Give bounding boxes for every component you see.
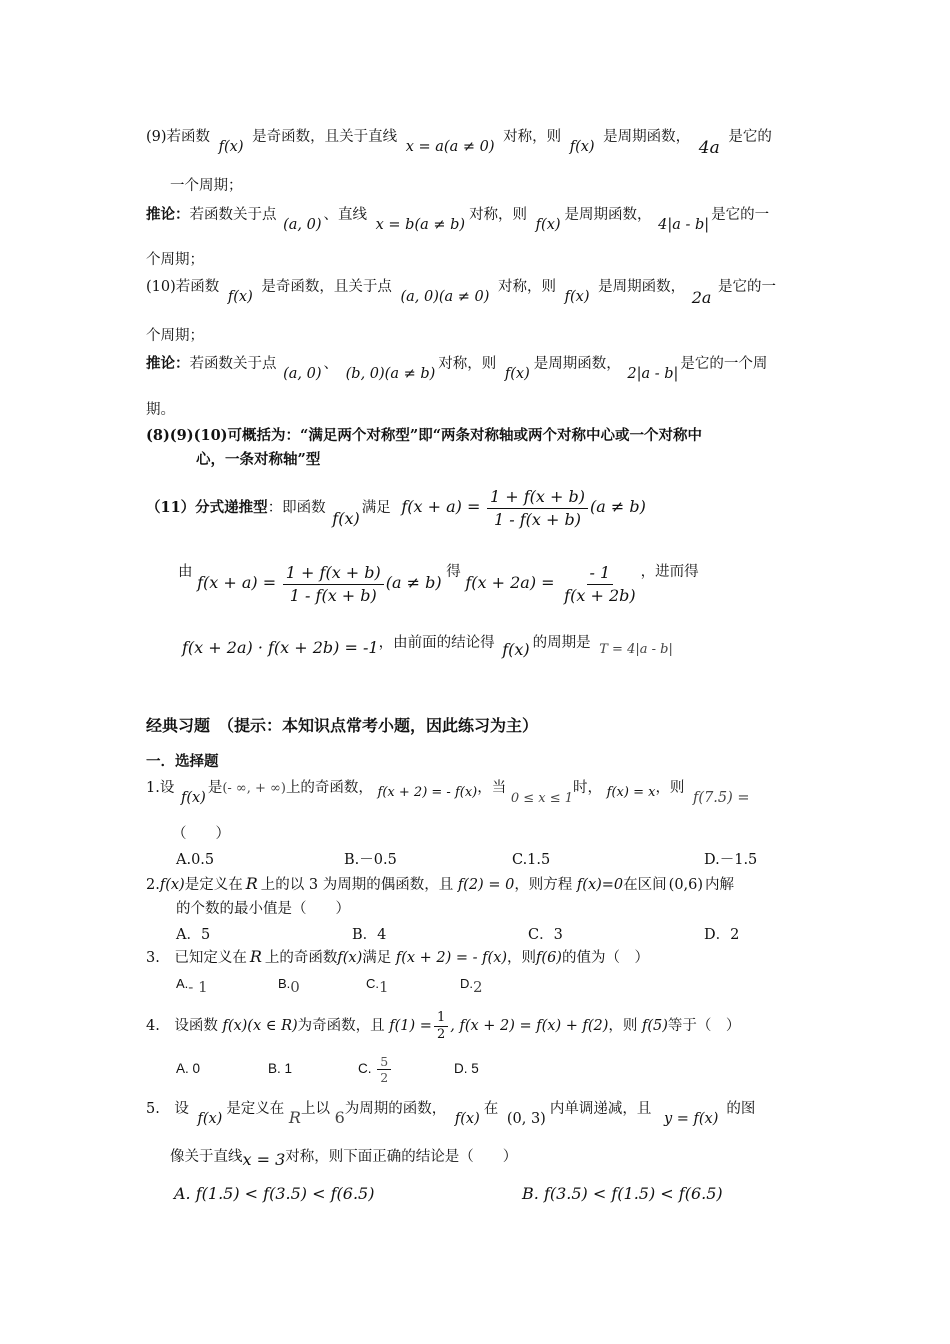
q1-text-e: 时，	[573, 780, 603, 796]
q2-text-c: 上的以 3 为周期的偶函数，且	[260, 877, 454, 893]
q1-paren: （ ）	[172, 826, 230, 842]
q4-text-a: 4. 设函数	[146, 1018, 218, 1034]
q3-option-c-label: C.	[366, 976, 379, 991]
q2-text-a: 2.	[146, 877, 160, 893]
section-part: 一．选择题	[146, 753, 219, 770]
c10-text-d: 是周期函数，	[533, 356, 621, 372]
q3-ask: f(6)	[536, 950, 562, 966]
q1-text-d: ，当	[477, 780, 507, 796]
q5-option-a[interactable]	[174, 1184, 374, 1204]
q2-eq: f(2) = 0	[457, 877, 515, 893]
p10-line2: 个周期；	[146, 328, 204, 344]
summary-line2: 心，一条对称轴”型	[196, 451, 321, 468]
c10-point1: (a, 0)	[283, 366, 322, 382]
q3-option-b-value: 0	[290, 978, 300, 996]
q5-line2-eq: x = 3	[242, 1150, 286, 1169]
p11-jin: ，进而得	[640, 564, 699, 580]
c9-text-c: 对称，则	[469, 207, 528, 223]
q3-option-a-value: - 1	[188, 978, 208, 996]
q1-option-a[interactable]: A.0.5	[176, 852, 215, 868]
p11-fraction	[487, 486, 588, 531]
q2-option-a[interactable]: A．5	[176, 927, 211, 943]
p9-text-c: 对称，则	[503, 129, 562, 145]
p10-text-d: 是周期函数，	[598, 279, 686, 295]
c10-text-b: 、	[323, 356, 339, 372]
q5-line2-b: 对称，则下面正确的结论是（ ）	[285, 1149, 518, 1165]
p11-numerator3: - 1	[587, 562, 614, 585]
p10-line1	[146, 276, 777, 307]
c10-text-c: 对称，则	[438, 356, 497, 372]
q2-interval: (0,6)	[668, 877, 704, 893]
c9-line2: 个周期；	[146, 252, 204, 268]
q2-eq2: f(x)=0	[576, 877, 624, 893]
c9-point: (a, 0)	[283, 217, 322, 233]
p10-fx: f(x)	[227, 289, 253, 305]
q3-fx: f(x)	[337, 950, 363, 966]
q2-line1	[146, 874, 734, 895]
q3-text-c: 满足	[362, 950, 392, 966]
p11-text-a: ：即函数	[267, 500, 326, 516]
p11-line1	[146, 482, 646, 533]
p10-text-e: 是它的一	[718, 279, 777, 295]
p11-fx: f(x)	[332, 509, 360, 528]
p11-text-b: 满足	[361, 500, 391, 516]
c10-text-e: 是它的一个周	[680, 356, 768, 372]
q1-eq: f(x + 2) = - f(x)	[377, 785, 478, 800]
q5-text-e: 在	[483, 1101, 499, 1117]
p9-eq: x = a(a ≠ 0)	[405, 139, 495, 155]
c10-line2: 期。	[146, 402, 175, 418]
summary-line1: (8)(9)(10)可概括为：“满足两个对称型”即“两条对称轴或两个对称中心或一个对称中	[146, 427, 703, 444]
c9-line1	[146, 205, 770, 233]
q5-option-b[interactable]	[522, 1184, 723, 1204]
q2-text-e: 在区间	[623, 877, 667, 893]
c10-text-a: 若函数关于点	[189, 356, 277, 372]
q3-option-a[interactable]	[176, 973, 208, 994]
p9-fx2: f(x)	[569, 139, 595, 155]
q5-line2-a: 像关于直线	[170, 1149, 243, 1165]
q1-ask: f(7.5) =	[693, 790, 750, 806]
q4-eq2: , f(x + 2) = f(x) + f(2)	[450, 1018, 609, 1034]
q1-fx: f(x)	[180, 790, 206, 806]
p11-zhou: 的周期是	[532, 635, 591, 651]
q3-option-b-label: B.	[278, 976, 291, 991]
c9-label: 推论：	[146, 206, 190, 223]
q5-option-a-text: f(1.5) < f(3.5) < f(6.5)	[195, 1184, 375, 1203]
q5-six: 6	[334, 1108, 345, 1127]
c9-fx: f(x)	[535, 217, 561, 233]
q4-option-c-den: 2	[380, 1069, 389, 1085]
p9-line2: 一个周期；	[170, 178, 243, 194]
c9-text-d: 是周期函数，	[564, 207, 652, 223]
q2-text-g: 内解	[705, 877, 735, 893]
q3-option-c-value: 1	[379, 978, 389, 996]
p11-you: 由	[178, 564, 193, 580]
p11-fraction2	[283, 562, 384, 607]
q1-line1	[146, 778, 750, 806]
q5-text-d: 为周期的函数，	[344, 1101, 447, 1117]
c9-text-a: 若函数关于点	[189, 207, 277, 223]
q5-option-b-text: f(3.5) < f(1.5) < f(6.5)	[543, 1184, 723, 1203]
p11-numerator2: 1 + f(x + b)	[283, 562, 384, 585]
q4-ask: f(5)	[642, 1018, 668, 1034]
p10-text-c: 对称，则	[498, 279, 557, 295]
q1-option-b[interactable]: B.－0.5	[344, 852, 397, 868]
section-title: 经典习题 （提示：本知识点常考小题，因此练习为主）	[146, 716, 539, 735]
q3-option-c[interactable]	[366, 973, 389, 994]
p10-period: 2a	[691, 288, 712, 307]
q5-option-b-label: B.	[522, 1184, 539, 1203]
q4-option-b[interactable]: B. 1	[268, 1061, 293, 1076]
c9-text-b: 、直线	[323, 207, 368, 223]
q3-text-e: 的值为（ ）	[561, 950, 649, 966]
q5-R: R	[288, 1108, 301, 1127]
p9-text-b: 是奇函数，且关于直线	[252, 129, 398, 145]
q3-eq: f(x + 2) = - f(x)	[395, 950, 508, 966]
q1-text-b: 是	[207, 780, 223, 796]
p11-de: 得	[446, 564, 461, 580]
q5-fx: f(x)	[197, 1111, 223, 1127]
p11-jin2: ，由前面的结论得	[378, 635, 495, 651]
q5-option-a-label: A.	[174, 1184, 191, 1203]
q2-text-d: ，则方程	[514, 877, 573, 893]
p11-lhs3: f(x + 2a) =	[465, 573, 555, 592]
c10-point2: (b, 0)(a ≠ b)	[345, 366, 436, 382]
q4-half	[434, 1010, 448, 1043]
q4-text-d: 等于（ ）	[667, 1018, 741, 1034]
p9-text-e: 是它的	[728, 129, 772, 145]
q2-fx: f(x)	[159, 877, 185, 893]
q1-text-a: 1.设	[146, 780, 175, 796]
p9-fx: f(x)	[218, 139, 244, 155]
p11-tail2: (a ≠ b)	[385, 573, 442, 592]
q1-text-g: ，则	[655, 780, 685, 796]
q3-option-d-value: 2	[473, 978, 483, 996]
p9-line1	[146, 126, 772, 158]
q1-eq2: f(x) = x	[606, 785, 656, 800]
q1-option-c[interactable]: C.1.5	[512, 852, 551, 868]
q5-y: y = f(x)	[663, 1111, 719, 1127]
c10-fx: f(x)	[504, 366, 530, 382]
q1-domain: (- ∞, + ∞)	[222, 781, 286, 796]
q5-text-b: 是定义在	[226, 1101, 285, 1117]
p11-fraction3	[561, 562, 638, 607]
p9-text-d: 是周期函数，	[603, 129, 691, 145]
q4-option-c-frac	[377, 1054, 391, 1085]
q2-option-b[interactable]: B．4	[352, 927, 387, 943]
c9-period: 4|a - b|	[658, 217, 710, 233]
p10-point: (a, 0)(a ≠ 0)	[400, 289, 490, 305]
q4-half-num: 1	[434, 1010, 448, 1027]
q4-eq1: f(1) =	[389, 1018, 432, 1034]
p11-denominator: 1 - f(x + b)	[494, 509, 582, 529]
q2-line2: 的个数的最小值是（ ）	[176, 901, 350, 917]
q4-option-a[interactable]: A. 0	[176, 1061, 201, 1076]
q4-option-c[interactable]	[358, 1050, 393, 1088]
q4-half-den: 2	[436, 1026, 446, 1042]
p11-lhs2: f(x + a) =	[197, 573, 277, 592]
q5-text-a: 5. 设	[146, 1101, 189, 1117]
q5-text-c: 上以	[300, 1101, 330, 1117]
q4-fx: f(x)(x ∈ R)	[222, 1018, 298, 1034]
q5-fx2: f(x)	[454, 1111, 480, 1127]
q1-cond: 0 ≤ x ≤ 1	[510, 791, 574, 806]
p11-eq4: f(x + 2a) · f(x + 2b) = -1	[182, 638, 379, 657]
p10-text-b: 是奇函数，且关于点	[261, 279, 392, 295]
q2-option-d[interactable]: D．2	[704, 927, 740, 943]
p10-fx2: f(x)	[564, 289, 590, 305]
p11-denominator3: f(x + 2b)	[564, 585, 636, 605]
q2-R: R	[245, 874, 258, 893]
q5-text-g: 内单调递减，且	[549, 1101, 652, 1117]
p11-lhs: f(x + a) =	[401, 497, 481, 516]
p9-text-a: (9)若函数	[146, 129, 211, 145]
p11-T: T = 4|a - b|	[599, 642, 673, 657]
q3-R: R	[249, 947, 262, 966]
q5-line1	[146, 1098, 756, 1127]
q4-line1	[146, 1006, 740, 1046]
p11-numerator: 1 + f(x + b)	[487, 486, 588, 509]
p11-tail: (a ≠ b)	[590, 497, 646, 516]
c10-line1	[146, 354, 768, 382]
q4-text-c: ，则	[608, 1018, 638, 1034]
q2-text-b: 是定义在	[184, 877, 243, 893]
p10-text-a: (10)若函数	[146, 279, 220, 295]
c9-text-e: 是它的一	[711, 207, 770, 223]
q5-line2	[170, 1146, 517, 1167]
q3-option-a-label: A.	[176, 976, 189, 991]
q3-text-d: ，则	[507, 950, 537, 966]
q1-text-c: 上的奇函数，	[285, 780, 373, 796]
q4-option-c-label: C.	[358, 1061, 372, 1076]
c9-eq: x = b(a ≠ b)	[375, 217, 466, 233]
q3-option-b[interactable]	[278, 973, 300, 994]
p9-period: 4a	[698, 138, 720, 158]
q4-text-b: 为奇函数，且	[297, 1018, 385, 1034]
c10-label: 推论：	[146, 355, 190, 372]
p11-fx4: f(x)	[502, 640, 530, 659]
q1-option-d[interactable]: D.－1.5	[704, 852, 758, 868]
q3-text-b: 上的奇函数	[264, 950, 338, 966]
p11-denominator2: 1 - f(x + b)	[289, 585, 377, 605]
q2-option-c[interactable]: C．3	[528, 927, 563, 943]
q3-option-d-label: D.	[460, 976, 473, 991]
q3-text-a: 3. 已知定义在	[146, 950, 247, 966]
q4-option-c-num: 5	[377, 1054, 391, 1070]
q5-text-h: 的图	[726, 1101, 756, 1117]
p11-line3	[182, 632, 673, 659]
q3-option-d[interactable]	[460, 973, 483, 994]
q4-option-d[interactable]: D. 5	[454, 1061, 479, 1076]
p11-label: （11）分式递推型	[146, 499, 268, 516]
q5-interval: (0, 3)	[506, 1111, 546, 1127]
p11-line2	[178, 558, 699, 609]
c10-period: 2|a - b|	[627, 366, 679, 382]
q3-line1	[146, 947, 649, 968]
